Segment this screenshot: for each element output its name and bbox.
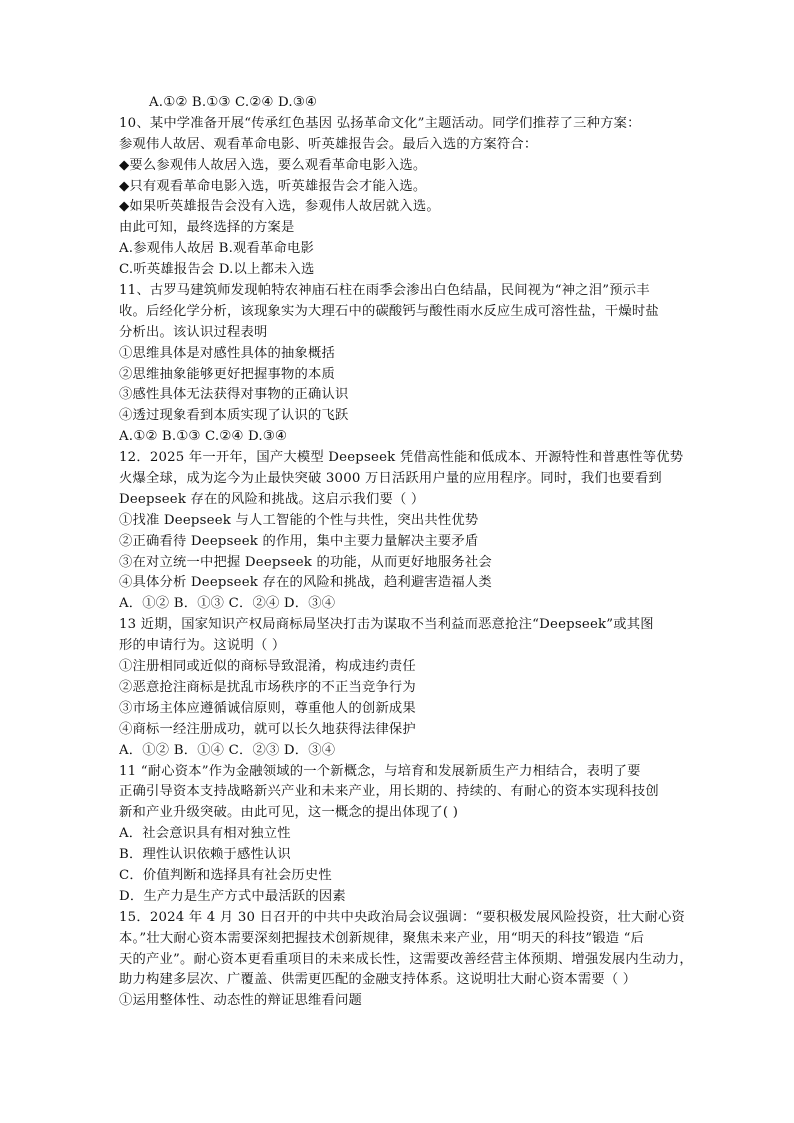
q13-options: A．①② B．①④ C．②③ D．③④ <box>119 742 336 758</box>
q15-stem-line-1: 15．2024 年 4 月 30 日召开的中共中央政治局会议强调：“要积极发展风险投资，壮大耐心资 <box>119 909 685 925</box>
q11-stem-line-3: 分析出。该认识过程表明 <box>119 324 268 340</box>
q9-options: A.①② B.①③ C.②④ D.③④ <box>149 95 318 110</box>
q12-item-3: ③在对立统一中把握 Deepseek 的功能，从而更好地服务社会 <box>119 554 492 570</box>
q14-stem-line-3: 新和产业升级突破。由此可见，这一概念的提出体现了( ) <box>119 805 459 821</box>
q15-item-1: ①运用整体性、动态性的辩证思维看问题 <box>119 993 362 1009</box>
q14-option-c: C．价值判断和选择具有社会历史性 <box>119 867 332 883</box>
q12-stem-line-3: Deepseek 存在的风险和挑战。这启示我们要（ ） <box>119 491 425 507</box>
q14-option-a: A．社会意识具有相对独立性 <box>119 826 291 842</box>
q11-item-2: ②思维抽象能够更好把握事物的本质 <box>119 366 335 382</box>
q11-item-4: ④透过现象看到本质实现了认识的飞跃 <box>119 408 349 424</box>
q10-options-cd: C.听英雄报告会 D.以上都未入选 <box>119 262 315 278</box>
q10-stem-line-1: 10、某中学准备开展“传承红色基因 弘扬革命文化”主题活动。同学们推荐了三种方案： <box>119 115 641 131</box>
q14-stem-line-2: 正确引导资本支持战略新兴产业和未来产业，用长期的、持续的、有耐心的资本实现科技创 <box>119 784 659 800</box>
q12-stem-line-2: 火爆全球，成为迄今为止最快突破 3000 万日活跃用户量的应用程序。同时，我们也要看到 <box>119 471 662 487</box>
q13-item-1: ①注册相同或近似的商标导致混淆，构成违约责任 <box>119 659 416 675</box>
q10-options-ab: A.参观伟人故居 B.观看革命电影 <box>119 241 315 257</box>
q13-stem-line-1: 13 近期，国家知识产权局商标局坚决打击为谋取不当利益而恶意抢注“Deepseek”或其图 <box>119 617 654 633</box>
q11-stem-line-2: 收。后经化学分析，该现象实为大理石中的碳酸钙与酸性雨水反应生成可溶性盐，干燥时盐 <box>119 303 659 319</box>
q10-condition-2: ◆只有观看革命电影入选，听英雄报告会才能入选。 <box>119 178 427 194</box>
q14-option-b: B．理性认识依赖于感性认识 <box>119 847 291 863</box>
q11-item-3: ③感性具体无法获得对事物的正确认识 <box>119 387 349 403</box>
q13-item-3: ③市场主体应遵循诚信原则，尊重他人的创新成果 <box>119 700 416 716</box>
q13-item-4: ④商标一经注册成功，就可以长久地获得法律保护 <box>119 721 416 737</box>
q15-stem-line-4: 助力构建多层次、广覆盖、供需更匹配的金融支持体系。这说明壮大耐心资本需要（ ） <box>119 972 637 988</box>
q14-stem-line-1: 11 “耐心资本”作为金融领域的一个新概念，与培育和发展新质生产力相结合，表明了要 <box>119 763 641 779</box>
q13-item-2: ②恶意抢注商标是扰乱市场秩序的不正当竞争行为 <box>119 679 416 695</box>
q15-stem-line-2: 本。”壮大耐心资本需要深刻把握技术创新规律，聚焦未来产业，用“明天的科技”锻造 “后 <box>119 930 645 946</box>
q10-condition-3: ◆如果听英雄报告会没有入选，参观伟人故居就入选。 <box>119 199 440 215</box>
q13-stem-line-2: 形的申请行为。这说明（ ） <box>119 638 286 654</box>
q12-item-2: ②正确看待 Deepseek 的作用，集中主要力量解决主要矛盾 <box>119 533 479 549</box>
q12-item-4: ④具体分析 Deepseek 存在的风险和挑战，趋利避害造福人类 <box>119 575 492 591</box>
q12-item-1: ①找准 Deepseek 与人工智能的个性与共性，突出共性优势 <box>119 512 479 528</box>
q12-options: A．①② B．①③ C．②④ D．③④ <box>119 596 336 612</box>
q11-options: A.①② B.①③ C.②④ D.③④ <box>119 429 288 445</box>
q10-stem-line-2: 参观伟人故居、观看革命电影、听英雄报告会。最后入选的方案符合： <box>119 136 538 152</box>
q12-stem-line-1: 12．2025 年一开年，国产大模型 Deepseek 凭借高性能和低成本、开源特性和普惠性等优势 <box>119 450 684 466</box>
q14-option-d: D．生产力是生产方式中最活跃的因素 <box>119 888 346 904</box>
q15-stem-line-3: 天的产业”。耐心资本更看重项目的未来成长性，这需要改善经营主体预期、增强发展内生动力， <box>119 951 693 967</box>
q11-stem-line-1: 11、古罗马建筑师发现帕特农神庙石柱在雨季会渗出白色结晶，民间视为“神之泪”预示丰 <box>119 283 650 299</box>
q10-condition-1: ◆要么参观伟人故居入选，要么观看革命电影入选。 <box>119 157 427 173</box>
q11-item-1: ①思维具体是对感性具体的抽象概括 <box>119 345 335 361</box>
q10-question: 由此可知，最终选择的方案是 <box>119 220 295 236</box>
